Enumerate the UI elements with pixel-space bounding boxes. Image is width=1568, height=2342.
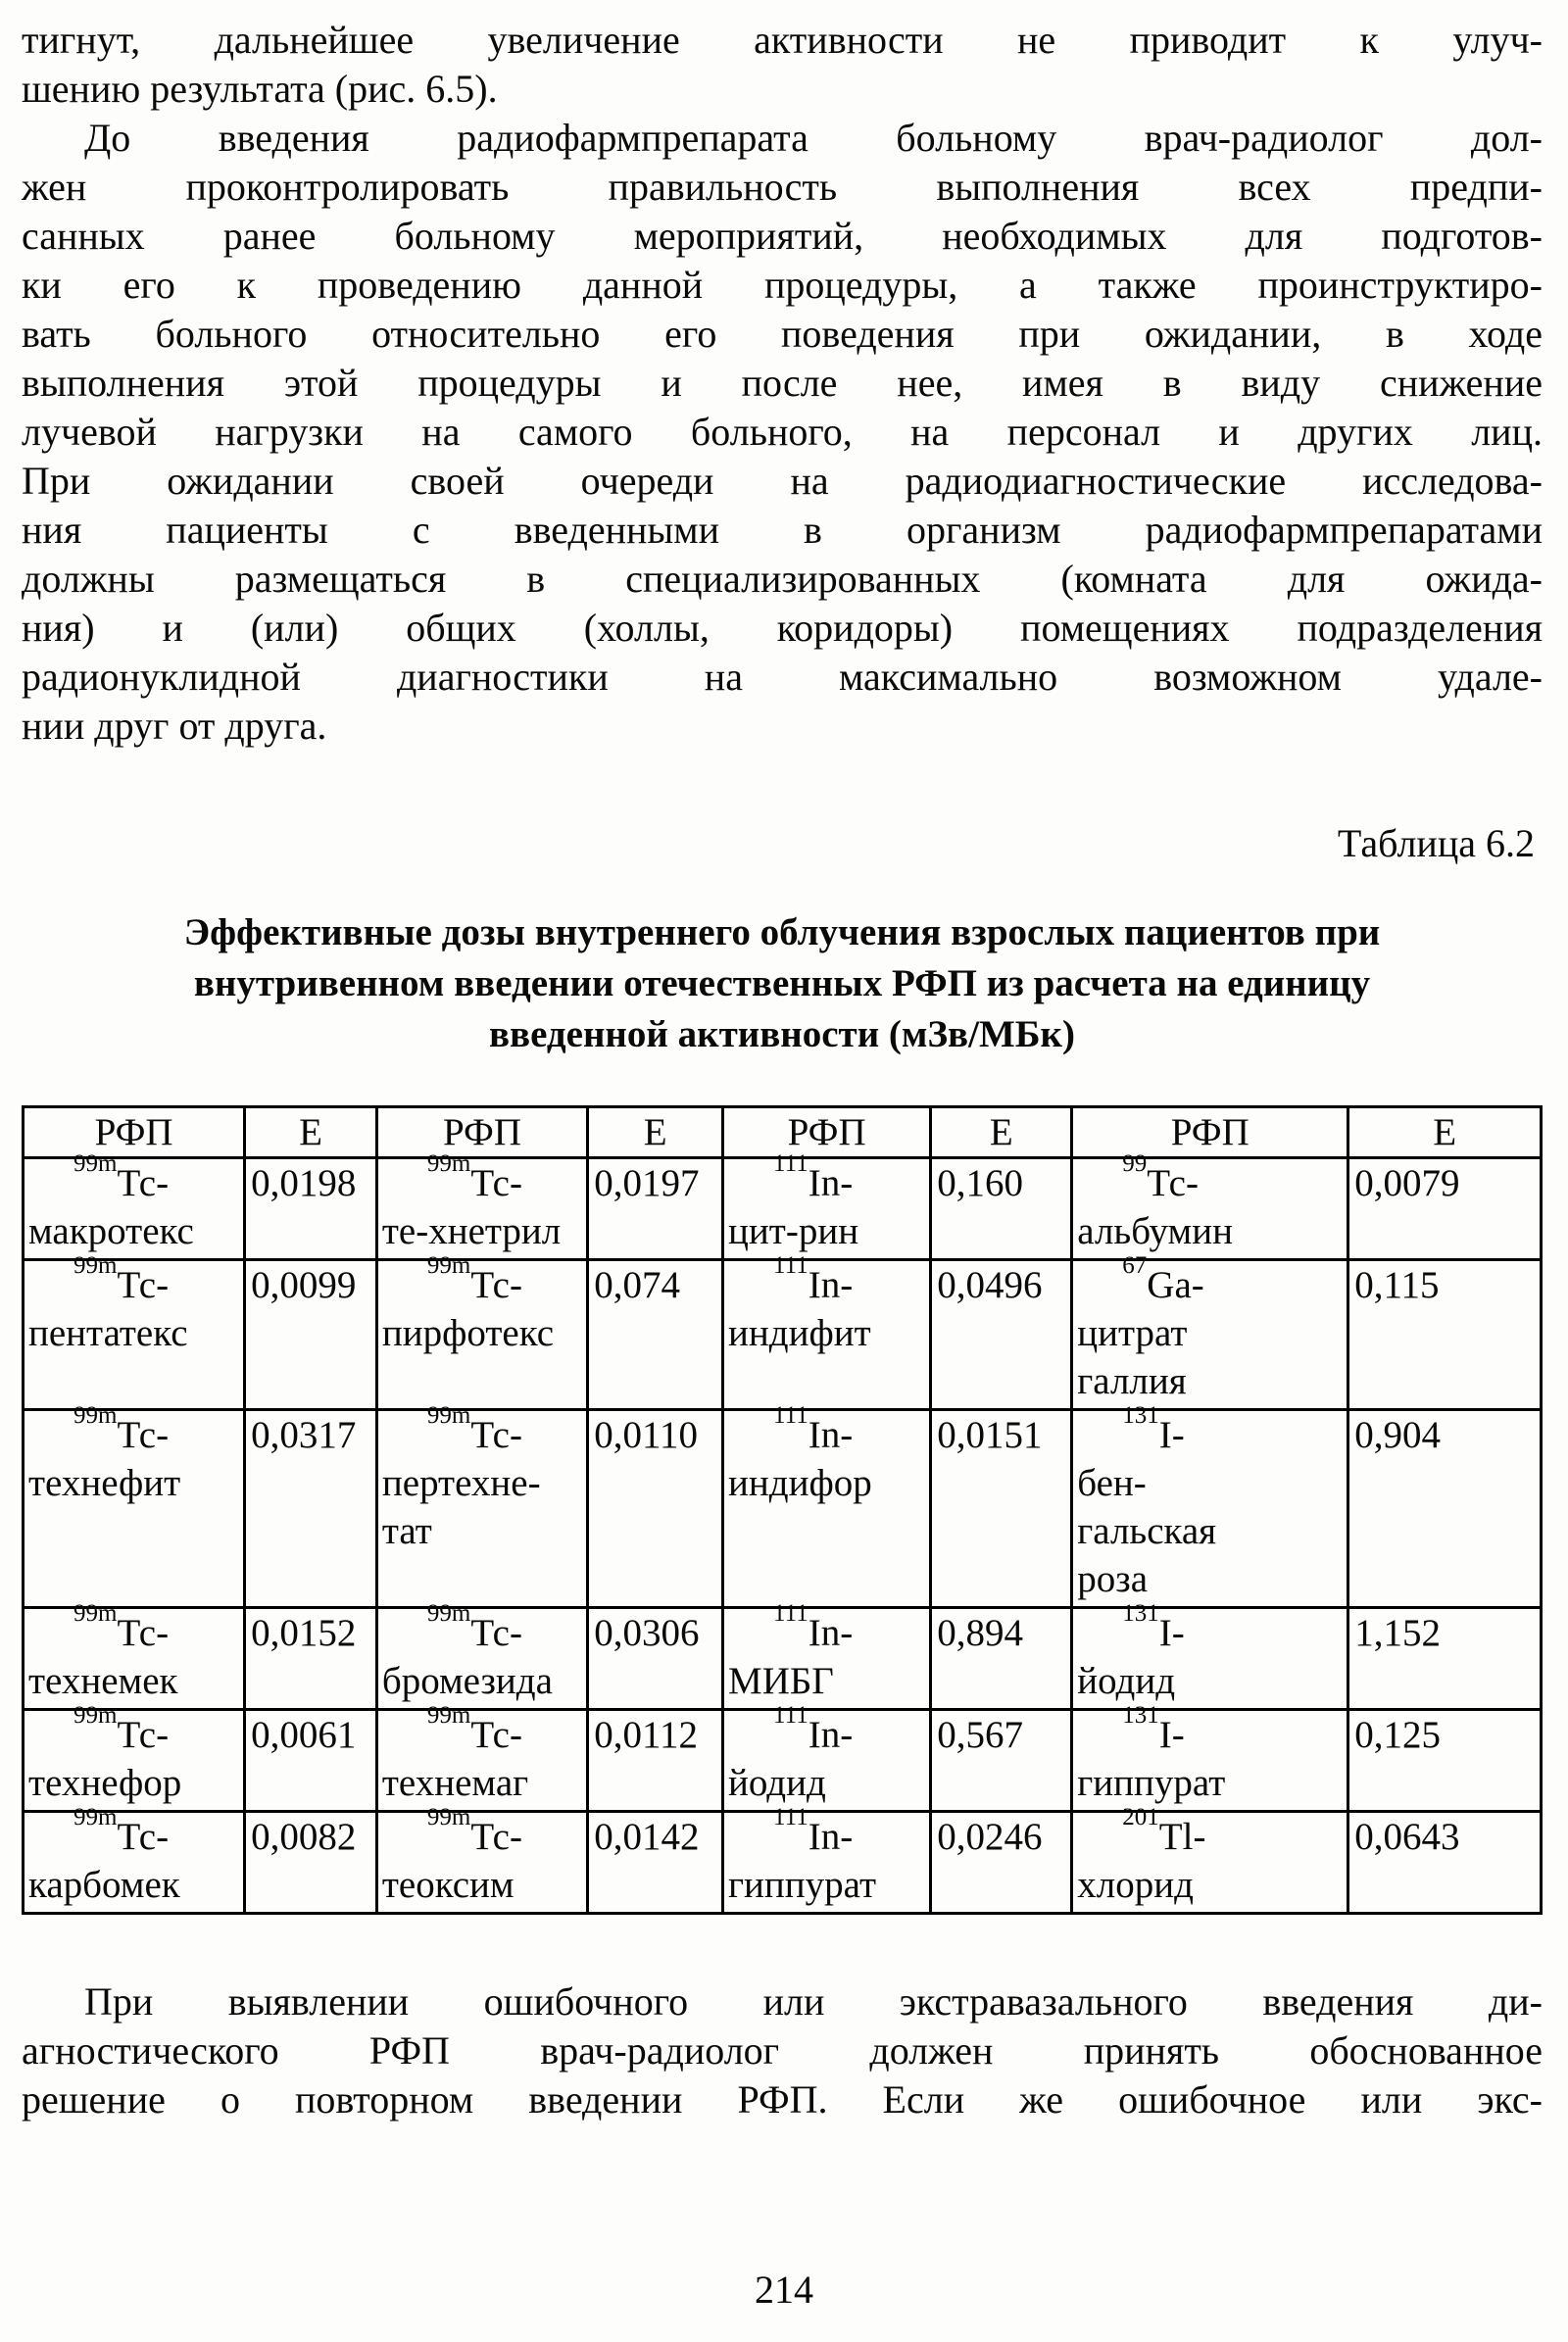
isotope-mass-superscript: 131: [1122, 1401, 1159, 1429]
text-line: ки его к проведению данной процедуры, а также проинструктиро-: [22, 263, 1543, 307]
isotope-mass-superscript: 99: [1122, 1149, 1148, 1177]
rfp-name-cell: $^{111}$In- МИБГ: [723, 1608, 931, 1710]
isotope-mass-superscript: 99m: [74, 1803, 118, 1830]
dose-value-cell: 0,0317: [245, 1410, 377, 1608]
rfp-name-cell: $^{111}$In- йодид: [723, 1710, 931, 1812]
body-paragraph-bottom: [22, 1977, 1543, 2124]
dose-value-cell: 0,0112: [588, 1710, 723, 1812]
text-line: должны размещаться в специализированных (комната для ожида-: [22, 557, 1543, 601]
rfp-name-cell: $^{99m}$Тс- технефит: [24, 1410, 245, 1608]
rfp-name-cell: $^{131}$I- бен- гальская роза: [1072, 1410, 1348, 1608]
column-header: РФП: [24, 1107, 245, 1158]
rfp-name-cell: $^{99m}$Тс- технемек: [24, 1608, 245, 1710]
table-title-line: введенной активности (мЗв/МБк): [488, 1013, 1076, 1055]
rfp-name-cell: $^{201}$Tl- хлорид: [1072, 1812, 1348, 1914]
dose-value-cell: 0,074: [588, 1260, 723, 1410]
table-row: [24, 1710, 1542, 1812]
rfp-name-cell: $^{99m}$Тс- карбомек: [24, 1812, 245, 1914]
rfp-name-cell: $^{99m}$Тс- макротекс: [24, 1158, 245, 1260]
dose-value-cell: 0,904: [1348, 1410, 1542, 1608]
table-row: [24, 1260, 1542, 1410]
text-line: нии друг от друга.: [22, 704, 327, 748]
dose-value-cell: 0,0099: [245, 1260, 377, 1410]
isotope-mass-superscript: 99m: [426, 1701, 471, 1729]
body-paragraph-main: [22, 114, 1543, 751]
text-line: При выявлении ошибочного или экстравазального введения ди-: [84, 1979, 1543, 2024]
dose-value-cell: 0,0496: [931, 1260, 1072, 1410]
text-line: лучевой нагрузки на самого больного, на персонал и других лиц.: [22, 410, 1543, 454]
isotope-mass-superscript: 131: [1122, 1599, 1159, 1627]
text-line: ния) и (или) общих (холлы, коридоры) помещениях подразделения: [22, 606, 1543, 650]
text-line: жен проконтролировать правильность выполнения всех предпи-: [22, 165, 1543, 209]
rfp-name-cell: $^{111}$In- индифит: [723, 1260, 931, 1410]
isotope-mass-superscript: 99m: [74, 1599, 118, 1627]
column-header: РФП: [376, 1107, 587, 1158]
column-header: Е: [245, 1107, 377, 1158]
page-number: 214: [755, 2268, 813, 2312]
dose-value-cell: 0,0151: [931, 1410, 1072, 1608]
table-row: [24, 1158, 1542, 1260]
dose-value-cell: 0,0079: [1348, 1158, 1542, 1260]
isotope-mass-superscript: 111: [773, 1149, 808, 1177]
rfp-name-cell: $^{99m}$Тс- технефор: [24, 1710, 245, 1812]
dose-value-cell: 0,0142: [588, 1812, 723, 1914]
isotope-mass-superscript: 131: [1122, 1701, 1159, 1729]
isotope-mass-superscript: 99m: [426, 1401, 471, 1429]
rfp-name-cell: $^{111}$In- гиппурат: [723, 1812, 931, 1914]
dose-value-cell: 0,0246: [931, 1812, 1072, 1914]
isotope-mass-superscript: 201: [1122, 1803, 1159, 1830]
rfp-name-cell: $^{99m}$Тс- пирфотекс: [376, 1260, 587, 1410]
text-line: тигнут, дальнейшее увеличение активности не приводит к улуч-: [22, 18, 1543, 62]
table-title: [22, 907, 1543, 1060]
text-line: шению результата (рис. 6.5).: [22, 67, 498, 111]
rfp-name-cell: $^{131}$I- йодид: [1072, 1608, 1348, 1710]
rfp-name-cell: $^{111}$In- цит-рин: [723, 1158, 931, 1260]
isotope-mass-superscript: 99m: [74, 1401, 118, 1429]
text-line: выполнения этой процедуры и после нее, имея в виду снижение: [22, 361, 1543, 405]
text-line: решение о повторном введении РФП. Если же ошибочное или экс-: [22, 2077, 1543, 2122]
table-row: [24, 1410, 1542, 1608]
column-header: Е: [1348, 1107, 1542, 1158]
dose-value-cell: 0,894: [931, 1608, 1072, 1710]
rfp-name-cell: $^{131}$I- гиппурат: [1072, 1710, 1348, 1812]
doses-table: [22, 1105, 1543, 1915]
table-row: [24, 1812, 1542, 1914]
column-header: Е: [588, 1107, 723, 1158]
dose-value-cell: 0,115: [1348, 1260, 1542, 1410]
rfp-name-cell: $^{99m}$Тс- пертехне- тат: [376, 1410, 587, 1608]
isotope-mass-superscript: 111: [773, 1251, 808, 1279]
rfp-name-cell: $^{111}$In- индифор: [723, 1410, 931, 1608]
text-line: При ожидании своей очереди на радиодиагностические исследова-: [22, 459, 1543, 503]
text-line: ния пациенты с введенными в организм радиофармпрепаратами: [22, 508, 1543, 552]
dose-value-cell: 0,125: [1348, 1710, 1542, 1812]
isotope-mass-superscript: 99m: [74, 1251, 118, 1279]
dose-value-cell: 0,0152: [245, 1608, 377, 1710]
table-title-line: Эффективные дозы внутреннего облучения взрослых пациентов при: [183, 911, 1381, 953]
isotope-mass-superscript: 99m: [426, 1803, 471, 1830]
dose-value-cell: 0,0198: [245, 1158, 377, 1260]
isotope-mass-superscript: 99m: [74, 1701, 118, 1729]
dose-value-cell: 0,0197: [588, 1158, 723, 1260]
isotope-mass-superscript: 111: [773, 1401, 808, 1429]
text-line: агностического РФП врач-радиолог должен принять обоснованное: [22, 2028, 1543, 2073]
column-header: РФП: [1072, 1107, 1348, 1158]
isotope-mass-superscript: 99m: [426, 1251, 471, 1279]
dose-value-cell: 0,0110: [588, 1410, 723, 1608]
dose-value-cell: 0,0061: [245, 1710, 377, 1812]
rfp-name-cell: $^{99m}$Тс- бромезида: [376, 1608, 587, 1710]
dose-value-cell: 1,152: [1348, 1608, 1542, 1710]
text-line: До введения радиофармпрепарата больному врач-радиолог дол-: [84, 116, 1543, 160]
rfp-name-cell: $^{99}$Тс- альбумин: [1072, 1158, 1348, 1260]
isotope-mass-superscript: 67: [1122, 1251, 1148, 1279]
doses-table-body: [24, 1149, 1542, 1914]
rfp-name-cell: $^{99m}$Тс- теоксим: [376, 1812, 587, 1914]
text-line: радионуклидной диагностики на максимально возможном удале-: [22, 655, 1543, 699]
column-header: РФП: [723, 1107, 931, 1158]
isotope-mass-superscript: 111: [773, 1599, 808, 1627]
dose-value-cell: 0,0643: [1348, 1812, 1542, 1914]
dose-value-cell: 0,0082: [245, 1812, 377, 1914]
isotope-mass-superscript: 111: [773, 1803, 808, 1830]
table-row: [24, 1608, 1542, 1710]
table-caption: Таблица 6.2: [1337, 821, 1535, 865]
dose-value-cell: 0,0306: [588, 1608, 723, 1710]
body-paragraph-top: [22, 16, 1543, 114]
column-header: Е: [931, 1107, 1072, 1158]
isotope-mass-superscript: 99m: [426, 1599, 471, 1627]
text-line: санных ранее больному мероприятий, необходимых для подготов-: [22, 214, 1543, 258]
dose-value-cell: 0,567: [931, 1710, 1072, 1812]
rfp-name-cell: $^{99m}$Тс- технемаг: [376, 1710, 587, 1812]
text-line: вать больного относительно его поведения при ожидании, в ходе: [22, 312, 1543, 356]
isotope-mass-superscript: 111: [773, 1701, 808, 1729]
rfp-name-cell: $^{99m}$Тс- те-хнетрил: [376, 1158, 587, 1260]
rfp-name-cell: $^{67}$Ga- цитрат галлия: [1072, 1260, 1348, 1410]
dose-value-cell: 0,160: [931, 1158, 1072, 1260]
isotope-mass-superscript: 99m: [426, 1149, 471, 1177]
table-title-line: внутривенном введении отечественных РФП из расчета на единицу: [193, 962, 1371, 1004]
rfp-name-cell: $^{99m}$Тс- пентатекс: [24, 1260, 245, 1410]
isotope-mass-superscript: 99m: [74, 1149, 118, 1177]
